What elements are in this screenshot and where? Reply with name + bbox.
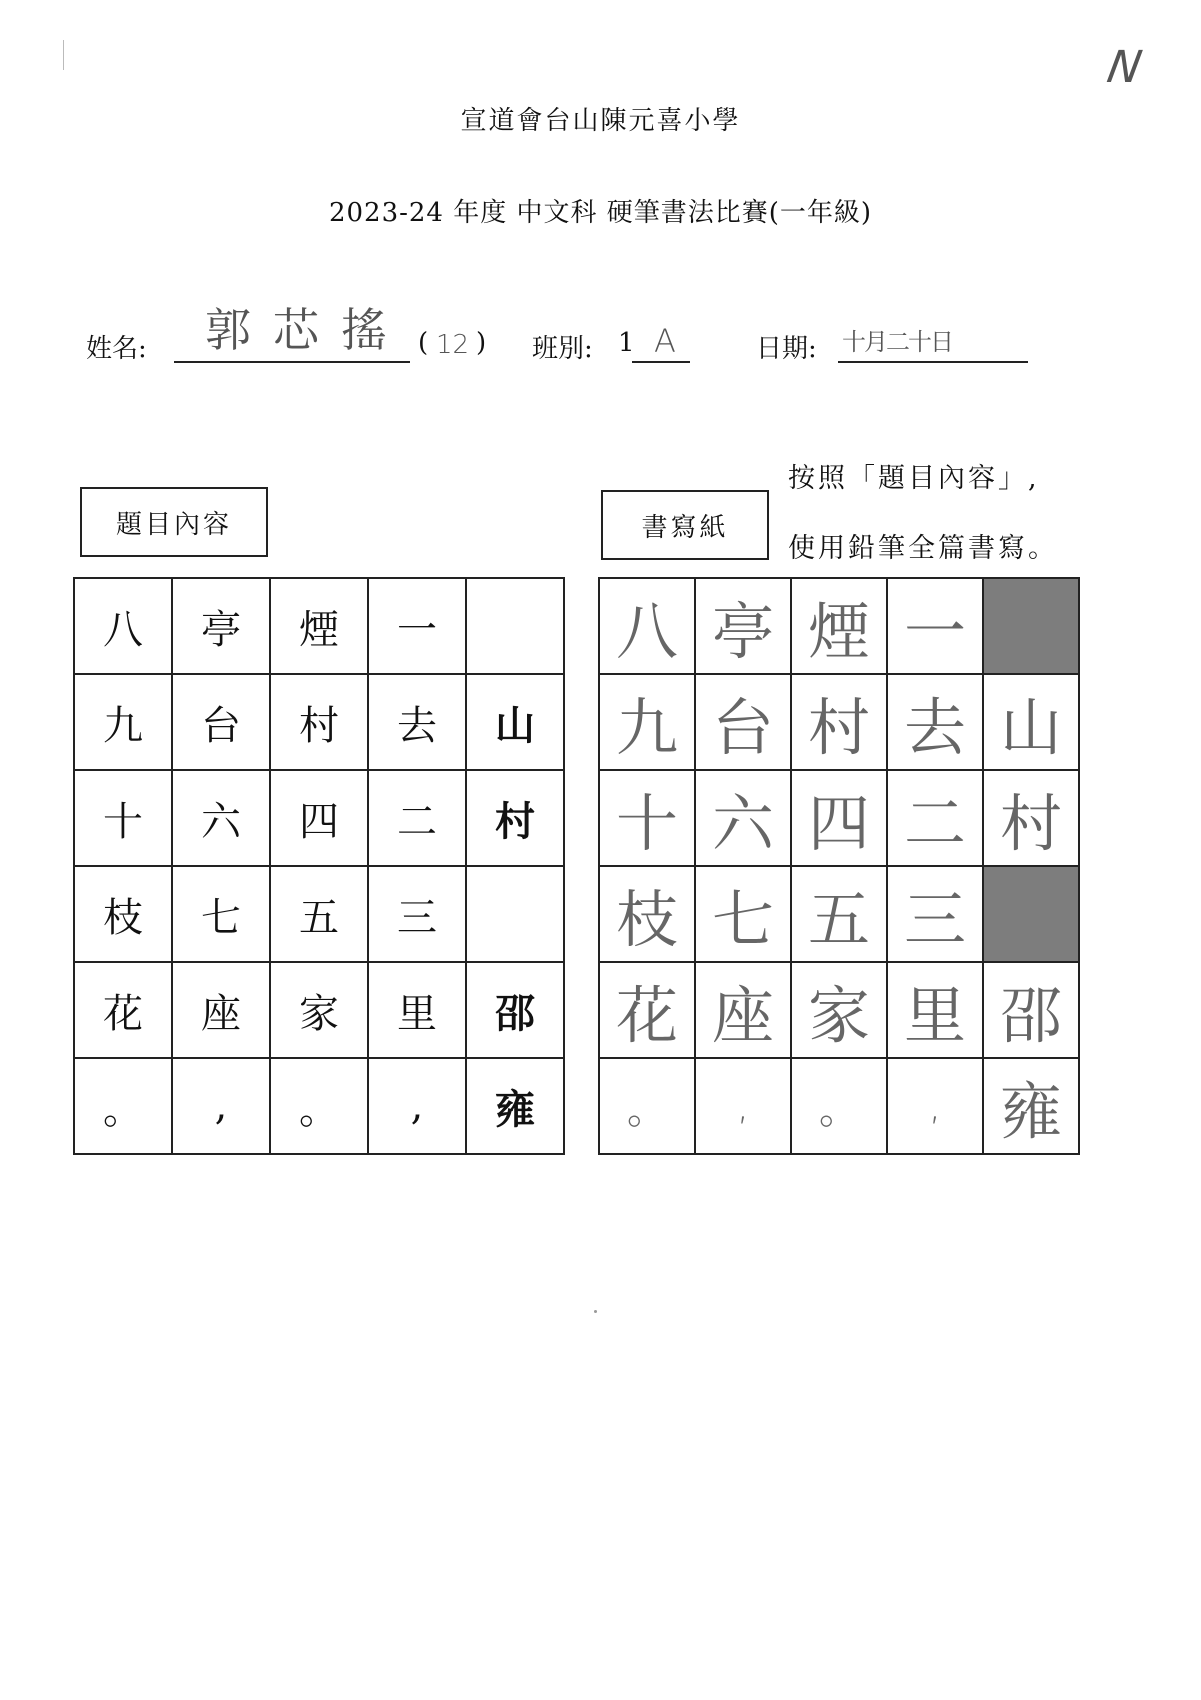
reference-cell: 枝 (74, 866, 172, 962)
writing-cell[interactable]: 花 (599, 962, 695, 1058)
reference-cell: 四 (270, 770, 368, 866)
name-underline (174, 360, 410, 363)
writing-cell[interactable]: 三 (887, 866, 983, 962)
school-name: 宣道會台山陳元喜小學 (460, 106, 741, 136)
writing-cell[interactable]: 枝 (599, 866, 695, 962)
date-underline (838, 360, 1028, 363)
writing-cell[interactable]: 。 (599, 1058, 695, 1154)
instruction-line-1: 按照「題目內容」, (788, 463, 1040, 494)
reference-cell: , (172, 1058, 270, 1154)
reference-cell: 花 (74, 962, 172, 1058)
reference-row (74, 962, 564, 1058)
reference-cell: 二 (368, 770, 466, 866)
writing-cell[interactable]: 村 (791, 674, 887, 770)
writing-cell[interactable]: , (887, 1058, 983, 1154)
writing-row (599, 962, 1079, 1058)
reference-title-box (80, 487, 268, 557)
reference-cell: 村 (466, 770, 564, 866)
reference-cell: , (368, 1058, 466, 1154)
reference-row (74, 578, 564, 674)
number-close-paren: ) (476, 328, 487, 358)
instruction-line-2: 使用鉛筆全篇書寫。 (788, 533, 1058, 564)
reference-cell: 山 (466, 674, 564, 770)
name-value[interactable]: 郭芯搖 (205, 303, 409, 357)
class-grade: 1 (618, 328, 635, 358)
writing-cell[interactable]: 六 (695, 770, 791, 866)
writing-row (599, 674, 1079, 770)
number-open-paren: ( (418, 328, 429, 358)
writing-cell[interactable]: 家 (791, 962, 887, 1058)
reference-cell (466, 866, 564, 962)
reference-title: 題目內容 (115, 509, 232, 540)
writing-cell[interactable]: 邵 (983, 962, 1079, 1058)
reference-cell: 邵 (466, 962, 564, 1058)
date-value[interactable]: 十月二十日 (842, 328, 952, 356)
writing-cell[interactable]: 里 (887, 962, 983, 1058)
writing-row (599, 1058, 1079, 1154)
writing-cell[interactable]: 十 (599, 770, 695, 866)
reference-cell: 六 (172, 770, 270, 866)
student-info-row (0, 300, 1201, 364)
writing-cell[interactable]: 去 (887, 674, 983, 770)
reference-cell: 家 (270, 962, 368, 1058)
writing-cell[interactable]: 五 (791, 866, 887, 962)
writing-cell[interactable]: 八 (599, 578, 695, 674)
reference-cell: 雍 (466, 1058, 564, 1154)
reference-cell: 去 (368, 674, 466, 770)
reference-cell: 一 (368, 578, 466, 674)
writing-cell[interactable]: , (695, 1058, 791, 1154)
writing-grid (598, 577, 1080, 1155)
writing-cell[interactable]: 四 (791, 770, 887, 866)
class-section[interactable]: A (654, 322, 676, 360)
reference-cell: 五 (270, 866, 368, 962)
class-label: 班別: (532, 334, 593, 364)
writing-cell[interactable]: 二 (887, 770, 983, 866)
writing-cell[interactable]: 九 (599, 674, 695, 770)
writing-cell[interactable]: 山 (983, 674, 1079, 770)
reference-row (74, 866, 564, 962)
reference-cell: 九 (74, 674, 172, 770)
scan-speck (594, 1310, 597, 1313)
name-label: 姓名: (86, 334, 147, 364)
reference-cell: 八 (74, 578, 172, 674)
reference-cell: 里 (368, 962, 466, 1058)
reference-cell: 台 (172, 674, 270, 770)
writing-row (599, 578, 1079, 674)
writing-cell[interactable]: 一 (887, 578, 983, 674)
reference-cell: 十 (74, 770, 172, 866)
class-underline (632, 360, 690, 363)
writing-cell[interactable]: 七 (695, 866, 791, 962)
stray-mark (63, 40, 64, 70)
writing-cell[interactable]: 座 (695, 962, 791, 1058)
reference-row (74, 770, 564, 866)
writing-cell[interactable]: 亭 (695, 578, 791, 674)
reference-cell: 。 (74, 1058, 172, 1154)
writing-cell[interactable]: 煙 (791, 578, 887, 674)
shaded-cell (983, 578, 1079, 674)
number-value[interactable]: 12 (436, 330, 470, 360)
reference-row (74, 1058, 564, 1154)
page-title: 2023-24 年度 中文科 硬筆書法比賽(一年級) (328, 198, 873, 228)
writing-title: 書寫紙 (641, 512, 729, 543)
reference-cell: 座 (172, 962, 270, 1058)
writing-title-box (601, 490, 769, 560)
reference-cell: 。 (270, 1058, 368, 1154)
reference-cell (466, 578, 564, 674)
reference-cell: 煙 (270, 578, 368, 674)
reference-row (74, 674, 564, 770)
writing-row (599, 770, 1079, 866)
writing-cell[interactable]: 。 (791, 1058, 887, 1154)
date-label: 日期: (756, 334, 817, 364)
writing-row (599, 866, 1079, 962)
reference-cell: 村 (270, 674, 368, 770)
reference-cell: 三 (368, 866, 466, 962)
shaded-cell (983, 866, 1079, 962)
reference-grid (73, 577, 565, 1155)
corner-mark: N (1103, 42, 1146, 93)
writing-cell[interactable]: 村 (983, 770, 1079, 866)
reference-cell: 亭 (172, 578, 270, 674)
reference-cell: 七 (172, 866, 270, 962)
writing-cell[interactable]: 台 (695, 674, 791, 770)
writing-cell[interactable]: 雍 (983, 1058, 1079, 1154)
